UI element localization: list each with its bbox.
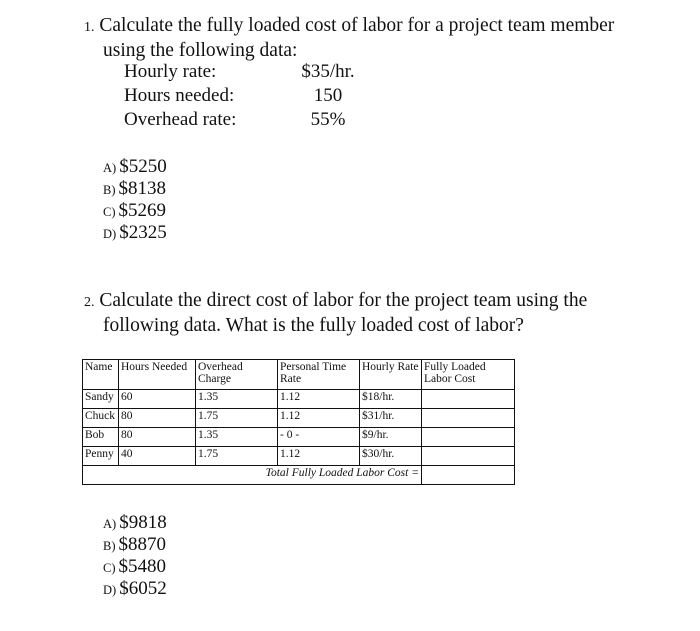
- header-cell: Overhead Charge: [196, 360, 278, 390]
- table-row: [83, 428, 515, 447]
- data-label: Hours needed:: [124, 85, 235, 106]
- choice-d[interactable]: [103, 578, 167, 600]
- choice-letter: D): [103, 583, 117, 597]
- choice-letter: C): [103, 205, 116, 219]
- header-cell: Hourly Rate: [360, 360, 422, 390]
- choice-text: $6052: [119, 578, 167, 599]
- table-cell: - 0 -: [278, 428, 360, 447]
- choice-c[interactable]: [103, 556, 167, 578]
- table-cell: [422, 428, 515, 447]
- table-cell: [422, 447, 515, 466]
- table-cell: 40: [119, 447, 196, 466]
- table-header-row: [83, 360, 515, 390]
- question-2-choices: [103, 512, 167, 600]
- table-row: [83, 447, 515, 466]
- data-label: Hourly rate:: [124, 61, 217, 82]
- table-cell: 80: [119, 428, 196, 447]
- table-row: [83, 390, 515, 409]
- labor-cost-table: [82, 359, 515, 485]
- header-cell: Fully Loaded Labor Cost: [422, 360, 515, 390]
- table-cell: $30/hr.: [360, 447, 422, 466]
- question-1-number: 1.: [84, 20, 95, 35]
- choice-b[interactable]: [103, 178, 167, 200]
- question-2: [84, 289, 644, 337]
- choice-text: $8138: [118, 178, 166, 199]
- table-cell: 1.35: [196, 428, 278, 447]
- table-cell: Bob: [83, 428, 119, 447]
- table-cell: 60: [119, 390, 196, 409]
- choice-c[interactable]: [103, 200, 167, 222]
- table-cell: Penny: [83, 447, 119, 466]
- table-cell: Chuck: [83, 409, 119, 428]
- table-cell: 1.35: [196, 390, 278, 409]
- table-cell: Sandy: [83, 390, 119, 409]
- choice-d[interactable]: [103, 222, 167, 244]
- header-cell: Personal Time Rate: [278, 360, 360, 390]
- question-2-number: 2.: [84, 295, 95, 310]
- choice-letter: A): [103, 161, 117, 175]
- total-label: Total Fully Loaded Labor Cost =: [83, 466, 422, 485]
- table-cell: 1.75: [196, 447, 278, 466]
- header-cell: Name: [83, 360, 119, 390]
- table-cell: 1.12: [278, 447, 360, 466]
- choice-letter: B): [103, 183, 116, 197]
- data-value: 150: [313, 85, 343, 106]
- question-2-text-line1: Calculate the direct cost of labor for the project team using the: [99, 290, 588, 311]
- choice-text: $5250: [119, 156, 167, 177]
- data-label: Overhead rate:: [124, 109, 237, 130]
- question-1-choices: [103, 156, 167, 244]
- choice-text: $8870: [118, 534, 166, 555]
- table-cell: $31/hr.: [360, 409, 422, 428]
- choice-text: $5480: [118, 556, 166, 577]
- table-cell: 1.75: [196, 409, 278, 428]
- question-1-text-line1: Calculate the fully loaded cost of labor for a project team member: [99, 15, 615, 36]
- table-cell: 1.12: [278, 390, 360, 409]
- question-2-text-line2: following data. What is the fully loaded cost of labor?: [103, 315, 524, 336]
- choice-letter: C): [103, 561, 116, 575]
- choice-a[interactable]: [103, 156, 167, 178]
- table-cell: [422, 409, 515, 428]
- table-total-row: [83, 466, 515, 485]
- choice-letter: A): [103, 517, 117, 531]
- question-1-text-line2: using the following data:: [103, 40, 298, 61]
- choice-b[interactable]: [103, 534, 167, 556]
- choice-text: $9818: [119, 512, 167, 533]
- header-cell: Hours Needed: [119, 360, 196, 390]
- choice-letter: D): [103, 227, 117, 241]
- choice-letter: B): [103, 539, 116, 553]
- table-row: [83, 409, 515, 428]
- data-value: $35/hr.: [301, 61, 355, 82]
- total-value-cell: [422, 466, 515, 485]
- table-cell: 80: [119, 409, 196, 428]
- choice-text: $2325: [119, 222, 167, 243]
- table-cell: $18/hr.: [360, 390, 422, 409]
- choice-text: $5269: [118, 200, 166, 221]
- choice-a[interactable]: [103, 512, 167, 534]
- data-value: 55%: [310, 109, 346, 130]
- table-cell: $9/hr.: [360, 428, 422, 447]
- table-cell: 1.12: [278, 409, 360, 428]
- table-cell: [422, 390, 515, 409]
- question-1: [84, 14, 644, 62]
